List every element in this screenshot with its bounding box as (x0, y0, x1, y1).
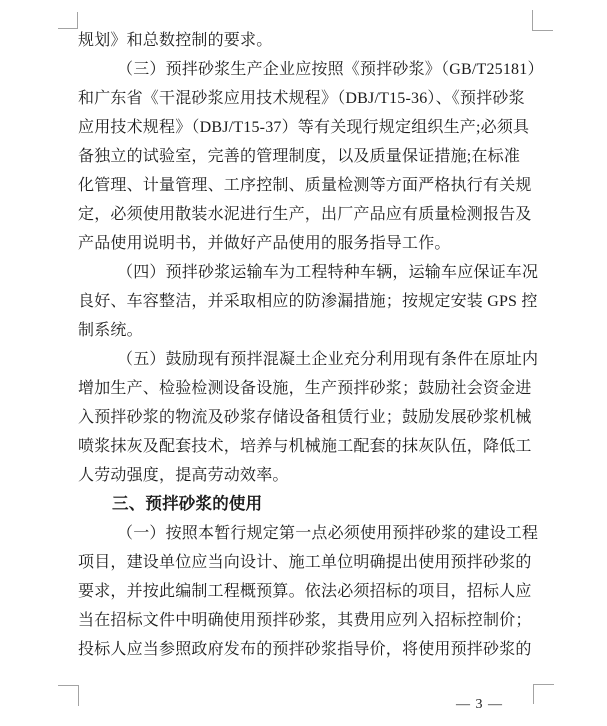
text-boundary-mark-bottom-right (533, 684, 554, 704)
text-line: 入预拌砂浆的物流及砂浆存储设备租赁行业；鼓励发展砂浆机械 (78, 409, 532, 426)
text-line: 应用技术规程》（DBJ/T15-37）等有关现行规定组织生产;必须具 (78, 119, 530, 136)
text-line: （一）按照本暂行规定第一点必须使用预拌砂浆的建设工程 (117, 525, 539, 542)
text-line: 喷浆抹灰及配套技术，培养与机械施工配套的抹灰队伍，降低工 (78, 438, 532, 455)
text-line: 要求，并按此编制工程概预算。依法必须招标的项目，招标人应 (78, 583, 532, 600)
text-boundary-mark-top-left (58, 12, 78, 29)
text-line: 良好、车容整洁，并采取相应的防渗漏措施；按规定安装 GPS 控 (78, 293, 538, 310)
document-body (78, 26, 544, 664)
text-line: 规划》和总数控制的要求。 (78, 32, 273, 49)
text-line: 当在招标文件中明确使用预拌砂浆，其费用应列入招标控制价； (78, 612, 532, 629)
text-line: 人劳动强度，提高劳动效率。 (78, 467, 289, 484)
text-line: 制系统。 (78, 322, 143, 339)
text-boundary-mark-top-right (532, 10, 553, 31)
text-line: 化管理、计量管理、工序控制、质量检测等方面严格执行有关规 (78, 177, 532, 194)
text-line: （四）预拌砂浆运输车为工程特种车辆，运输车应保证车况 (117, 264, 539, 281)
text-line: （五）鼓励现有预拌混凝土企业充分利用现有条件在原址内 (117, 351, 539, 368)
text-line: 定，必须使用散装水泥进行生产，出厂产品应有质量检测报告及 (78, 206, 532, 223)
page-number: — 3 — (456, 697, 503, 712)
section-heading: 三、预拌砂浆的使用 (112, 495, 263, 513)
text-line: 和广东省《干混砂浆应用技术规程》（DBJ/T15-36）、《预拌砂浆 (78, 90, 525, 107)
text-line: 投标人应当参照政府发布的预拌砂浆指导价，将使用预拌砂浆的 (78, 641, 532, 658)
text-line: 产品使用说明书，并做好产品使用的服务指导工作。 (78, 235, 451, 252)
text-line: 备独立的试验室，完善的管理制度，以及质量保证措施;在标准 (78, 148, 521, 165)
text-line: （三）预拌砂浆生产企业应按照《预拌砂浆》（GB/T25181） (117, 61, 544, 78)
text-line: 增加生产、检验检测设备设施，生产预拌砂浆；鼓励社会资金进 (78, 380, 532, 397)
text-line: 项目，建设单位应当向设计、施工单位明确提出使用预拌砂浆的 (78, 554, 532, 571)
text-boundary-mark-bottom-left (58, 685, 79, 706)
